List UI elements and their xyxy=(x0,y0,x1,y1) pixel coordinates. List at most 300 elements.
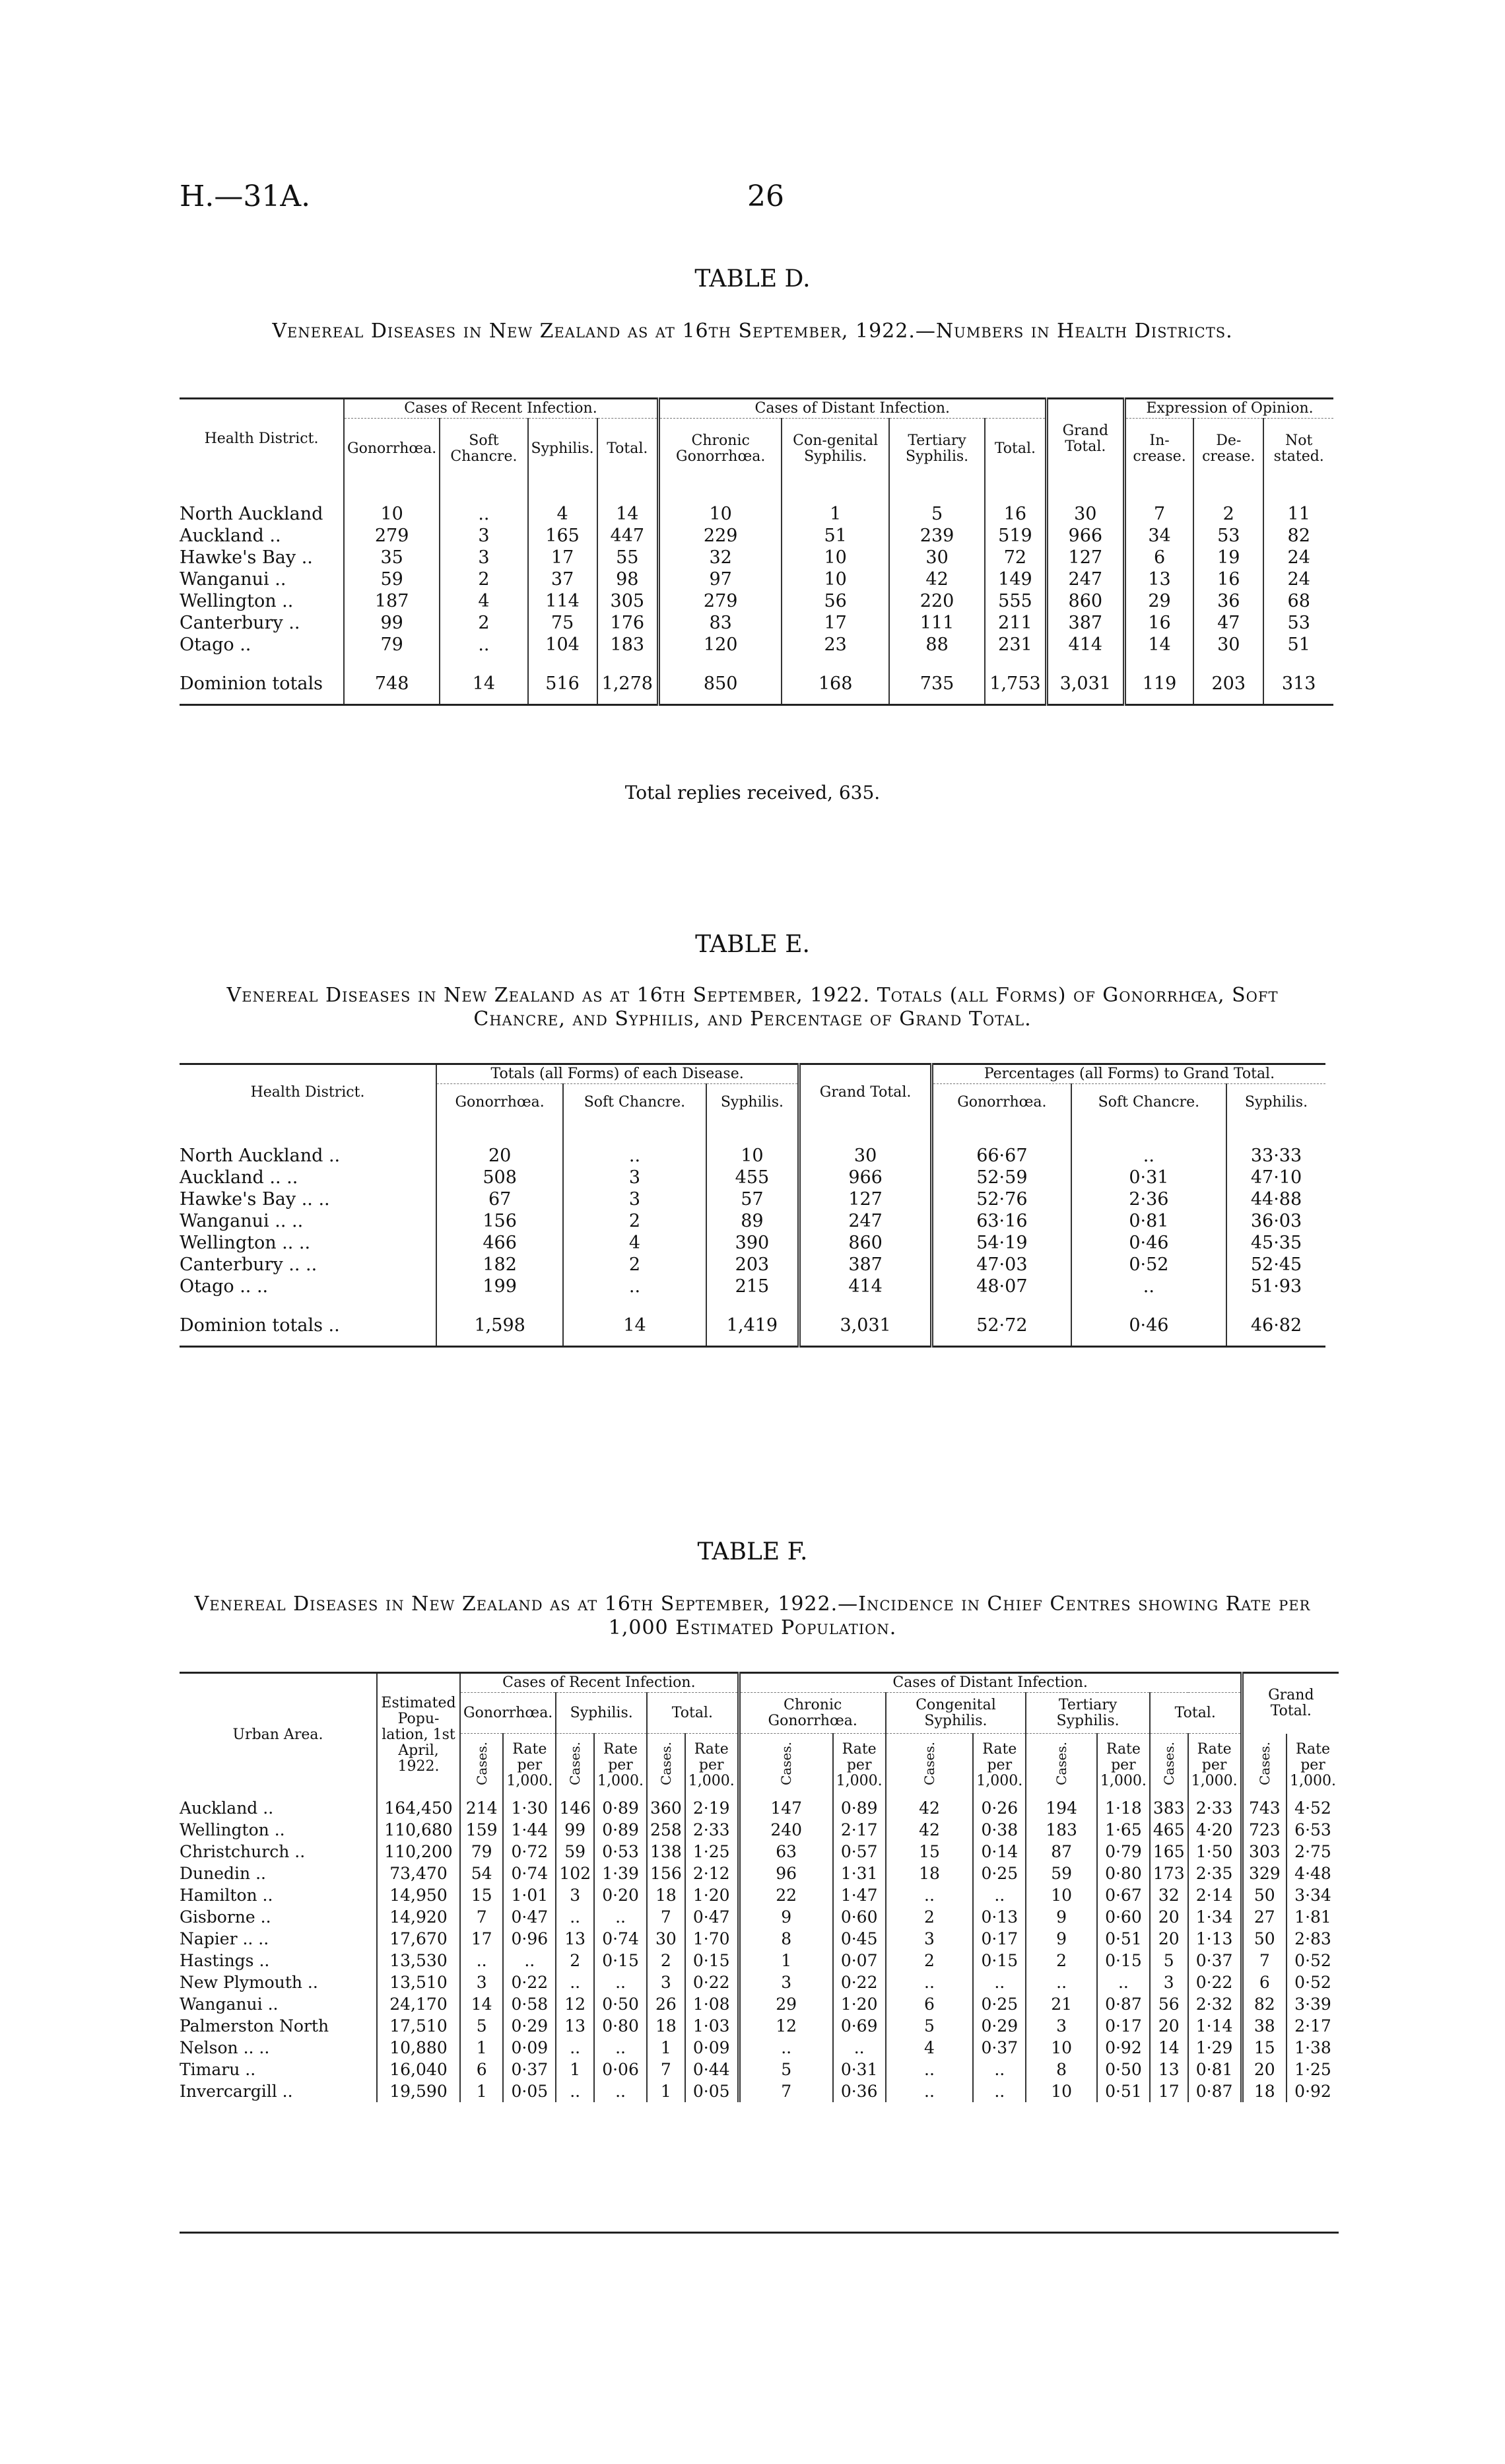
cell-value: 23 xyxy=(782,634,888,665)
total-value: 14 xyxy=(563,1307,706,1347)
cell-value: 19 xyxy=(1193,547,1263,568)
cell-value: 20 xyxy=(436,1121,563,1167)
cell-value: 0·31 xyxy=(1071,1167,1226,1188)
cases-label: Cases. xyxy=(778,1741,795,1785)
table-row xyxy=(180,1971,1339,1993)
cell-value: .. xyxy=(973,1884,1026,1906)
group-percentages: Percentages (all Forms) to Grand Total. xyxy=(931,1064,1325,1084)
cell-value: 24 xyxy=(1263,568,1333,590)
cell-value: 15 xyxy=(1242,2037,1287,2059)
subcol-cases xyxy=(886,1734,974,1797)
total-value: 0·46 xyxy=(1071,1307,1226,1347)
cell-value: 5 xyxy=(886,2015,974,2037)
total-value: 14 xyxy=(440,665,527,705)
cell-value: 723 xyxy=(1242,1819,1287,1841)
cell-value: 303 xyxy=(1242,1841,1287,1863)
table-row xyxy=(180,1232,1325,1254)
cell-value: 10 xyxy=(344,479,440,525)
subcol-cases xyxy=(1242,1734,1287,1797)
cell-value: 2·75 xyxy=(1287,1841,1339,1863)
cell-value: 16 xyxy=(985,479,1046,525)
cell-value: 0·92 xyxy=(1097,2037,1150,2059)
cell-value: 7 xyxy=(739,2080,832,2102)
total-value: 1,753 xyxy=(985,665,1046,705)
cell-value: 38 xyxy=(1242,2015,1287,2037)
cell-value: 0·51 xyxy=(1097,2080,1150,2102)
cell-value: 50 xyxy=(1242,1884,1287,1906)
cell-value: 53 xyxy=(1263,612,1333,634)
cell-value: 465 xyxy=(1150,1819,1188,1841)
cell-value: 14,920 xyxy=(377,1906,460,1928)
cell-value: 0·26 xyxy=(973,1797,1026,1819)
cell-value: 0·13 xyxy=(973,1906,1026,1928)
cell-value: 98 xyxy=(597,568,659,590)
page-series-code: H.—31A. xyxy=(180,180,311,213)
cell-value: 47·10 xyxy=(1226,1167,1325,1188)
cell-value: 0·22 xyxy=(833,1971,886,1993)
cell-value: 0·20 xyxy=(594,1884,647,1906)
cell-value: 6 xyxy=(1125,547,1194,568)
subcol-rate-per-1000: Rate per 1,000. xyxy=(503,1734,556,1797)
cell-value: 279 xyxy=(344,525,440,547)
total-value: 3,031 xyxy=(1046,665,1124,705)
cell-value: 279 xyxy=(658,590,782,612)
cell-value: 182 xyxy=(436,1254,563,1276)
group-recent-total: Total. xyxy=(647,1693,739,1734)
cell-value: 13,510 xyxy=(377,1971,460,1993)
cell-value: 1·81 xyxy=(1287,1906,1339,1928)
cell-value: 0·22 xyxy=(503,1971,556,1993)
cell-value: 13 xyxy=(556,1928,594,1950)
col-soft-chancre: Soft Chancre. xyxy=(563,1084,706,1121)
cell-value: 16 xyxy=(1193,568,1263,590)
cell-value: 0·96 xyxy=(503,1928,556,1950)
table-row xyxy=(180,1841,1339,1863)
cell-value: .. xyxy=(1071,1121,1226,1167)
cell-value: 11 xyxy=(1263,479,1333,525)
cell-value: .. xyxy=(1026,1971,1097,1993)
cell-value: 6 xyxy=(460,2059,503,2080)
cell-value: 9 xyxy=(1026,1928,1097,1950)
cell-value: 3 xyxy=(1150,1971,1188,1993)
cell-value: 0·06 xyxy=(594,2059,647,2080)
col-chronic-gonorrhoea: Chronic Gonorrhœa. xyxy=(658,419,782,479)
col-congenital-syphilis: Con-genital Syphilis. xyxy=(782,419,888,479)
cell-value: 6·53 xyxy=(1287,1819,1339,1841)
cell-value: 240 xyxy=(739,1819,832,1841)
col-grand-total: Grand Total. xyxy=(799,1064,932,1121)
cell-value: 0·80 xyxy=(594,2015,647,2037)
cell-value: .. xyxy=(503,1950,556,1971)
cell-value: 1·25 xyxy=(1287,2059,1339,2080)
cell-value: 0·07 xyxy=(833,1950,886,1971)
col-pct-syphilis: Syphilis. xyxy=(1226,1084,1325,1121)
total-value: 313 xyxy=(1263,665,1333,705)
cell-value: 4·48 xyxy=(1287,1863,1339,1884)
cell-value: 110,200 xyxy=(377,1841,460,1863)
cell-value: 13 xyxy=(556,2015,594,2037)
row-label: New Plymouth .. xyxy=(180,1972,318,1992)
row-label: Napier .. .. xyxy=(180,1929,269,1948)
table-d-footnote: Total replies received, 635. xyxy=(624,782,881,804)
cell-value: 183 xyxy=(1026,1819,1097,1841)
group-opinion: Expression of Opinion. xyxy=(1125,399,1333,419)
group-tertiary-syphilis: Tertiary Syphilis. xyxy=(1026,1693,1150,1734)
cell-value: 2·12 xyxy=(685,1863,739,1884)
cell-value: 165 xyxy=(1150,1841,1188,1863)
col-recent-total: Total. xyxy=(597,419,659,479)
table-row xyxy=(180,1819,1339,1841)
cell-value: 2 xyxy=(1026,1950,1097,1971)
cell-value: 305 xyxy=(597,590,659,612)
row-label: Wellington .. xyxy=(180,590,294,611)
row-label: Hawke's Bay .. xyxy=(180,547,313,568)
cell-value: 0·14 xyxy=(973,1841,1026,1863)
cell-value: 6 xyxy=(1242,1971,1287,1993)
cell-value: 29 xyxy=(1125,590,1194,612)
cell-value: 10 xyxy=(706,1121,799,1167)
cell-value: 183 xyxy=(597,634,659,665)
cell-value: 0·31 xyxy=(833,2059,886,2080)
cell-value: .. xyxy=(973,2059,1026,2080)
cell-value: 50 xyxy=(1242,1928,1287,1950)
total-value: 52·72 xyxy=(931,1307,1071,1347)
table-row xyxy=(180,1254,1325,1276)
cell-value: 17,670 xyxy=(377,1928,460,1950)
cell-value: 63 xyxy=(739,1841,832,1863)
total-value: 1,278 xyxy=(597,665,659,705)
cell-value: 68 xyxy=(1263,590,1333,612)
cases-label: Cases. xyxy=(1256,1741,1273,1785)
cell-value: 0·89 xyxy=(594,1819,647,1841)
cell-value: 89 xyxy=(706,1210,799,1232)
total-value: 203 xyxy=(1193,665,1263,705)
cell-value: 12 xyxy=(739,2015,832,2037)
cell-value: .. xyxy=(594,1906,647,1928)
cell-value: 3 xyxy=(563,1167,706,1188)
cell-value: 1·70 xyxy=(685,1928,739,1950)
group-distant-infection: Cases of Distant Infection. xyxy=(658,399,1046,419)
subcol-cases xyxy=(1150,1734,1188,1797)
table-e-label: TABLE E. xyxy=(695,931,810,958)
row-label: Auckland .. xyxy=(180,525,281,546)
cell-value: 1 xyxy=(739,1950,832,1971)
cell-value: .. xyxy=(833,2037,886,2059)
row-label: Auckland .. .. xyxy=(180,1167,298,1188)
table-row xyxy=(180,1276,1325,1307)
cell-value: 111 xyxy=(889,612,985,634)
cell-value: .. xyxy=(886,2059,974,2080)
cell-value: 17 xyxy=(460,1928,503,1950)
col-health-district: Health District. xyxy=(180,1064,436,1121)
cell-value: .. xyxy=(886,2080,974,2102)
cell-value: 0·87 xyxy=(1188,2080,1242,2102)
cell-value: 2·33 xyxy=(1188,1797,1242,1819)
cell-value: 22 xyxy=(739,1884,832,1906)
cell-value: 0·52 xyxy=(1287,1950,1339,1971)
cell-value: 52·45 xyxy=(1226,1254,1325,1276)
cell-value: 2 xyxy=(440,612,527,634)
cell-value: 508 xyxy=(436,1167,563,1188)
cell-value: 7 xyxy=(647,1906,685,1928)
total-value: 3,031 xyxy=(799,1307,932,1347)
cell-value: 966 xyxy=(1046,525,1124,547)
cell-value: 12 xyxy=(556,1993,594,2015)
cell-value: 0·57 xyxy=(833,1841,886,1863)
cell-value: 34 xyxy=(1125,525,1194,547)
total-value: 516 xyxy=(528,665,597,705)
cell-value: 2·35 xyxy=(1188,1863,1242,1884)
cell-value: 15 xyxy=(460,1884,503,1906)
cases-label: Cases. xyxy=(1160,1741,1177,1785)
cell-value: 18 xyxy=(647,2015,685,2037)
cell-value: 203 xyxy=(706,1254,799,1276)
subcol-rate-per-1000: Rate per 1,000. xyxy=(594,1734,647,1797)
cell-value: 56 xyxy=(782,590,888,612)
cell-value: 2·33 xyxy=(685,1819,739,1841)
cases-label: Cases. xyxy=(921,1741,937,1785)
totals-row xyxy=(180,1307,1325,1347)
cell-value: 0·36 xyxy=(833,2080,886,2102)
cell-value: 466 xyxy=(436,1232,563,1254)
cell-value: 48·07 xyxy=(931,1276,1071,1307)
cell-value: 1·47 xyxy=(833,1884,886,1906)
row-label: Palmerston North xyxy=(180,2016,329,2036)
cell-value: 4 xyxy=(528,479,597,525)
cell-value: 127 xyxy=(799,1188,932,1210)
cell-value: 0·87 xyxy=(1097,1993,1150,2015)
cell-value: 17 xyxy=(528,547,597,568)
cell-value: 329 xyxy=(1242,1863,1287,1884)
cell-value: 0·15 xyxy=(1097,1950,1150,1971)
table-d-label: TABLE D. xyxy=(694,265,811,292)
cell-value: 114 xyxy=(528,590,597,612)
cell-value: 99 xyxy=(556,1819,594,1841)
cell-value: 4 xyxy=(563,1232,706,1254)
cell-value: .. xyxy=(556,2037,594,2059)
group-recent-infection: Cases of Recent Infection. xyxy=(460,1673,739,1693)
cell-value: 0·09 xyxy=(503,2037,556,2059)
cell-value: 390 xyxy=(706,1232,799,1254)
cell-value: 1·30 xyxy=(503,1797,556,1819)
cell-value: 127 xyxy=(1046,547,1124,568)
cell-value: 0·25 xyxy=(973,1993,1026,2015)
cell-value: 2 xyxy=(563,1210,706,1232)
cell-value: 57 xyxy=(706,1188,799,1210)
group-syphilis: Syphilis. xyxy=(556,1693,647,1734)
row-label: Otago .. .. xyxy=(180,1276,269,1297)
cell-value: 258 xyxy=(647,1819,685,1841)
cell-value: 36·03 xyxy=(1226,1210,1325,1232)
cell-value: 20 xyxy=(1150,1906,1188,1928)
cell-value: 0·29 xyxy=(503,2015,556,2037)
cell-value: 3 xyxy=(440,525,527,547)
cell-value: 10 xyxy=(1026,2037,1097,2059)
cell-value: 146 xyxy=(556,1797,594,1819)
cell-value: 120 xyxy=(658,634,782,665)
col-syphilis: Syphilis. xyxy=(706,1084,799,1121)
cell-value: 8 xyxy=(1026,2059,1097,2080)
subcol-rate-per-1000: Rate per 1,000. xyxy=(685,1734,739,1797)
cell-value: 9 xyxy=(739,1906,832,1928)
table-row xyxy=(180,2080,1339,2102)
cell-value: 0·15 xyxy=(685,1950,739,1971)
cell-value: 36 xyxy=(1193,590,1263,612)
col-not-stated: Not stated. xyxy=(1263,419,1333,479)
group-distant-infection: Cases of Distant Infection. xyxy=(739,1673,1242,1693)
cell-value: 0·05 xyxy=(685,2080,739,2102)
cell-value: 56 xyxy=(1150,1993,1188,2015)
row-label: Canterbury .. xyxy=(180,612,300,633)
cell-value: 0·60 xyxy=(833,1906,886,1928)
cell-value: 165 xyxy=(528,525,597,547)
cell-value: .. xyxy=(440,479,527,525)
cell-value: 159 xyxy=(460,1819,503,1841)
subcol-cases xyxy=(556,1734,594,1797)
cell-value: 360 xyxy=(647,1797,685,1819)
totals-label: Dominion totals xyxy=(180,665,344,705)
cell-value: 16,040 xyxy=(377,2059,460,2080)
cell-value: 138 xyxy=(647,1841,685,1863)
cell-value: 0·79 xyxy=(1097,1841,1150,1863)
group-chronic-gonorrhoea: Chronic Gonorrhœa. xyxy=(739,1693,885,1734)
subcol-rate-per-1000: Rate per 1,000. xyxy=(1097,1734,1150,1797)
cell-value: 66·67 xyxy=(931,1121,1071,1167)
cell-value: 63·16 xyxy=(931,1210,1071,1232)
total-value: 46·82 xyxy=(1226,1307,1325,1347)
cell-value: 0·05 xyxy=(503,2080,556,2102)
cell-value: 17 xyxy=(782,612,888,634)
group-gonorrhoea: Gonorrhœa. xyxy=(460,1693,556,1734)
cell-value: 2·83 xyxy=(1287,1928,1339,1950)
row-label: Dunedin .. xyxy=(180,1863,266,1883)
cell-value: 1·31 xyxy=(833,1863,886,1884)
cell-value: 88 xyxy=(889,634,985,665)
cell-value: 2 xyxy=(1193,479,1263,525)
cell-value: 26 xyxy=(647,1993,685,2015)
table-row xyxy=(180,1121,1325,1167)
cell-value: 55 xyxy=(597,547,659,568)
cell-value: 99 xyxy=(344,612,440,634)
cell-value: 9 xyxy=(1026,1906,1097,1928)
table-row xyxy=(180,1167,1325,1188)
cell-value: 79 xyxy=(344,634,440,665)
row-label: Christchurch .. xyxy=(180,1841,306,1861)
cell-value: 19,590 xyxy=(377,2080,460,2102)
cell-value: 14 xyxy=(1125,634,1194,665)
cell-value: 3 xyxy=(556,1884,594,1906)
group-grand-total: Grand Total. xyxy=(1242,1673,1339,1734)
cell-value: 0·53 xyxy=(594,1841,647,1863)
cell-value: 414 xyxy=(1046,634,1124,665)
cell-value: 2 xyxy=(440,568,527,590)
cell-value: 47 xyxy=(1193,612,1263,634)
cell-value: 387 xyxy=(799,1254,932,1276)
cell-value: 0·22 xyxy=(685,1971,739,1993)
cell-value: 2 xyxy=(647,1950,685,1971)
cell-value: 79 xyxy=(460,1841,503,1863)
cell-value: 10 xyxy=(782,568,888,590)
cell-value: .. xyxy=(594,1971,647,1993)
table-row xyxy=(180,525,1333,547)
cell-value: 187 xyxy=(344,590,440,612)
cell-value: 45·35 xyxy=(1226,1232,1325,1254)
cell-value: 2·19 xyxy=(685,1797,739,1819)
cell-value: 247 xyxy=(1046,568,1124,590)
cell-value: 1·14 xyxy=(1188,2015,1242,2037)
group-totals-each-disease: Totals (all Forms) of each Disease. xyxy=(436,1064,799,1084)
row-label: Hamilton .. xyxy=(180,1885,273,1905)
page-number: 26 xyxy=(747,180,784,213)
cell-value: 20 xyxy=(1242,2059,1287,2080)
cell-value: 15 xyxy=(886,1841,974,1863)
cell-value: 10,880 xyxy=(377,2037,460,2059)
cell-value: 30 xyxy=(1046,479,1124,525)
cell-value: 1·01 xyxy=(503,1884,556,1906)
cell-value: 20 xyxy=(1150,1928,1188,1950)
table-row xyxy=(180,2059,1339,2080)
cell-value: 59 xyxy=(556,1841,594,1863)
cell-value: 0·38 xyxy=(973,1819,1026,1841)
cell-value: 1·65 xyxy=(1097,1819,1150,1841)
cell-value: 199 xyxy=(436,1276,563,1307)
total-value: 168 xyxy=(782,665,888,705)
cell-value: 743 xyxy=(1242,1797,1287,1819)
table-row xyxy=(180,547,1333,568)
cell-value: 24,170 xyxy=(377,1993,460,2015)
cell-value: .. xyxy=(556,2080,594,2102)
cell-value: 211 xyxy=(985,612,1046,634)
table-row xyxy=(180,479,1333,525)
cell-value: 3·39 xyxy=(1287,1993,1339,2015)
cell-value: 51 xyxy=(1263,634,1333,665)
cell-value: 44·88 xyxy=(1226,1188,1325,1210)
cell-value: 42 xyxy=(886,1797,974,1819)
cell-value: 72 xyxy=(985,547,1046,568)
cell-value: .. xyxy=(1097,1971,1150,1993)
cell-value: 10 xyxy=(1026,2080,1097,2102)
cell-value: 14 xyxy=(597,479,659,525)
cell-value: 37 xyxy=(528,568,597,590)
cell-value: .. xyxy=(886,1884,974,1906)
cell-value: 1·25 xyxy=(685,1841,739,1863)
cell-value: 96 xyxy=(739,1863,832,1884)
col-tertiary-syphilis: Tertiary Syphilis. xyxy=(889,419,985,479)
cell-value: 14 xyxy=(460,1993,503,2015)
cell-value: 0·45 xyxy=(833,1928,886,1950)
cell-value: 47·03 xyxy=(931,1254,1071,1276)
cell-value: 194 xyxy=(1026,1797,1097,1819)
cell-value: 10 xyxy=(658,479,782,525)
table-row xyxy=(180,634,1333,665)
cell-value: 30 xyxy=(799,1121,932,1167)
cell-value: 54·19 xyxy=(931,1232,1071,1254)
cell-value: 966 xyxy=(799,1167,932,1188)
cell-value: 2·17 xyxy=(1287,2015,1339,2037)
cell-value: 1·44 xyxy=(503,1819,556,1841)
cell-value: 0·81 xyxy=(1071,1210,1226,1232)
cell-value: 17,510 xyxy=(377,2015,460,2037)
row-label: Hastings .. xyxy=(180,1950,270,1970)
cell-value: 3·34 xyxy=(1287,1884,1339,1906)
cell-value: 0·29 xyxy=(973,2015,1026,2037)
cell-value: 35 xyxy=(344,547,440,568)
table-row xyxy=(180,1884,1339,1906)
cell-value: 173 xyxy=(1150,1863,1188,1884)
cell-value: 29 xyxy=(739,1993,832,2015)
cell-value: 156 xyxy=(436,1210,563,1232)
cell-value: 110,680 xyxy=(377,1819,460,1841)
